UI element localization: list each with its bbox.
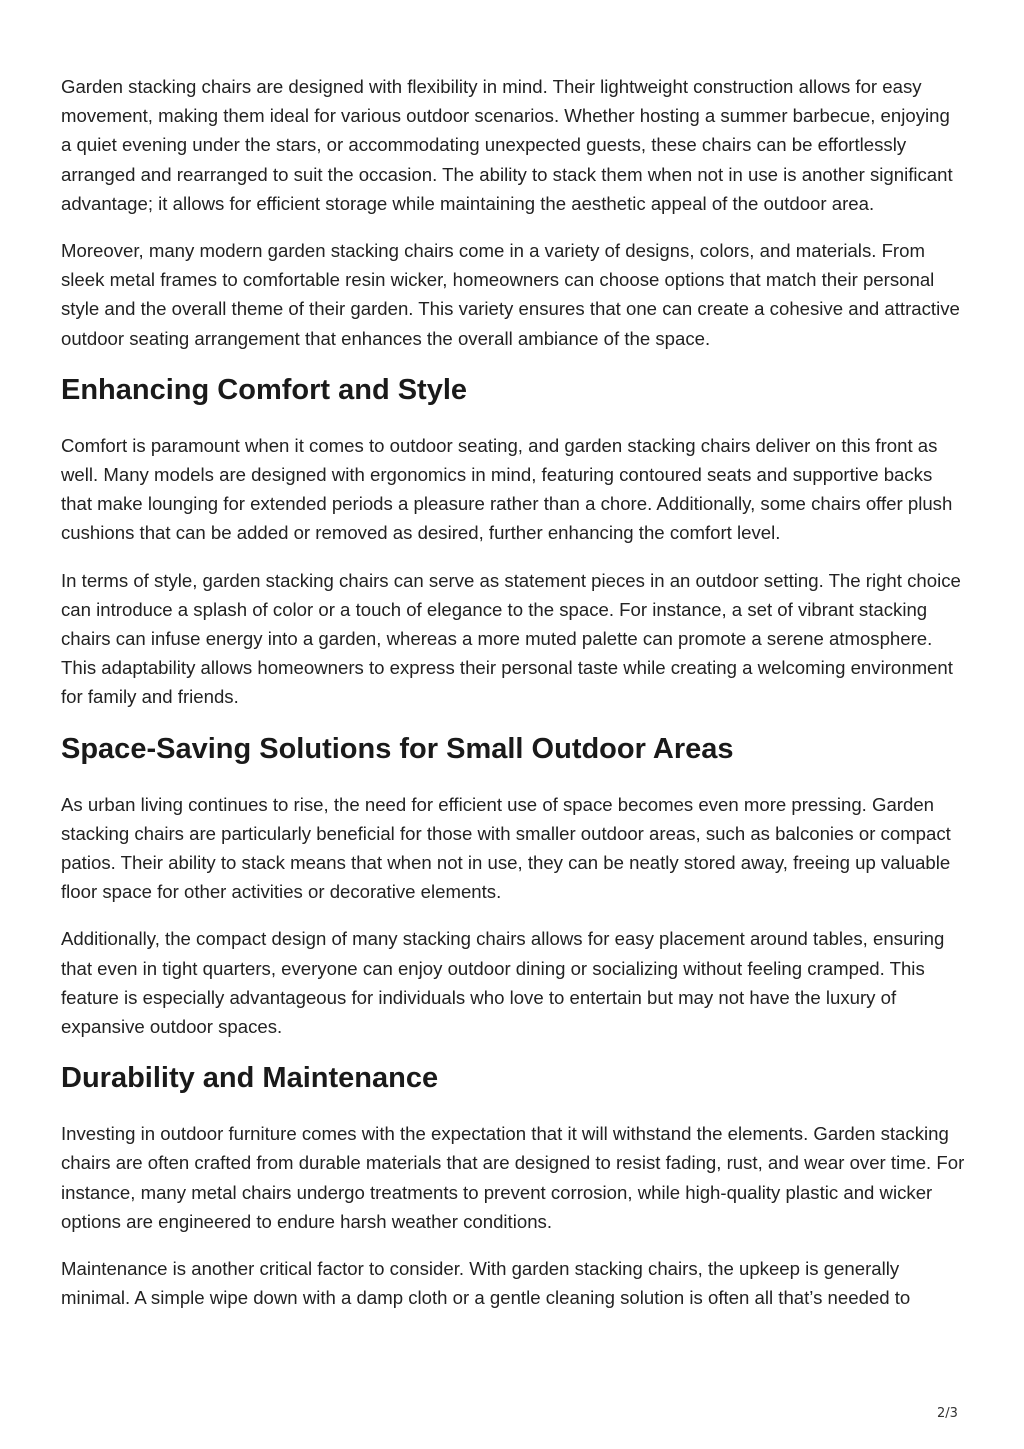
page-number: 2/3 bbox=[937, 1406, 958, 1421]
paragraph-style: In terms of style, garden stacking chairs can serve as statement pieces in an outdoor setting. The right choice can introduce a splash of color or a touch of elegance to the space. For instance, a set of vibrant stacking chairs can infuse energy into a garden, whereas a more muted palette can promote a serene atmosphere. This adaptability allows homeowners to express their personal taste while creating a welcoming environment for family and friends. bbox=[61, 569, 961, 708]
heading-comfort-style: Enhancing Comfort and Style bbox=[61, 373, 468, 406]
document-page bbox=[61, 72, 965, 1331]
heading-durability: Durability and Maintenance bbox=[61, 1062, 439, 1095]
paragraph-compact-design: Additionally, the compact design of many stacking chairs allows for easy placement around tables, ensuring that even in tight quarters, everyone can enjoy outdoor dining or socializing without feeling cramped. This feature is especially advantageous for individuals who love to entertain but may not have the luxury of expansive outdoor spaces. bbox=[61, 928, 945, 1038]
paragraph-flexibility: Garden stacking chairs are designed with flexibility in mind. Their lightweight construction allows for easy movement, making them ideal for various outdoor scenarios. Whether hosting a summer barbecue, enjoying a quiet evening under the stars, or accommodating unexpected guests, these chairs can be effortlessly arranged and rearranged to suit the occasion. The ability to stack them when not in use is another significant advantage; it allows for efficient storage while maintaining the aesthetic appeal of the outdoor area. bbox=[61, 76, 953, 214]
paragraph-maintenance: Maintenance is another critical factor to consider. With garden stacking chairs, the upkeep is generally minimal. A simple wipe down with a damp cloth or a gentle cleaning solution is often all that’s needed to bbox=[61, 1258, 911, 1309]
heading-space-saving: Space-Saving Solutions for Small Outdoor Areas bbox=[61, 732, 734, 765]
paragraph-designs-variety: Moreover, many modern garden stacking chairs come in a variety of designs, colors, and materials. From sleek metal frames to comfortable resin wicker, homeowners can choose options that match their personal style and the overall theme of their garden. This variety ensures that one can create a cohesive and attractive outdoor seating arrangement that enhances the overall ambiance of the space. bbox=[61, 240, 960, 349]
paragraph-urban-space: As urban living continues to rise, the need for efficient use of space becomes even more pressing. Garden stacking chairs are particularly beneficial for those with smaller outdoor areas, such as balconies or compact patios. Their ability to stack means that when not in use, they can be neatly stored away, freeing up valuable floor space for other activities or decorative elements. bbox=[61, 793, 951, 903]
paragraph-durable-materials: Investing in outdoor furniture comes with the expectation that it will withstand the elements. Garden stacking chairs are often crafted from durable materials that are designed to resist fading, rust, and wear over time. For instance, many metal chairs undergo treatments to prevent corrosion, while high-quality plastic and wicker options are engineered to endure harsh weather conditions. bbox=[61, 1123, 965, 1232]
paragraph-comfort: Comfort is paramount when it comes to outdoor seating, and garden stacking chairs deliver on this front as well. Many models are designed with ergonomics in mind, featuring contoured seats and supportive backs that make lounging for extended periods a pleasure rather than a chore. Additionally, some chairs offer plush cushions that can be added or removed as desired, further enhancing the comfort level. bbox=[61, 434, 953, 544]
